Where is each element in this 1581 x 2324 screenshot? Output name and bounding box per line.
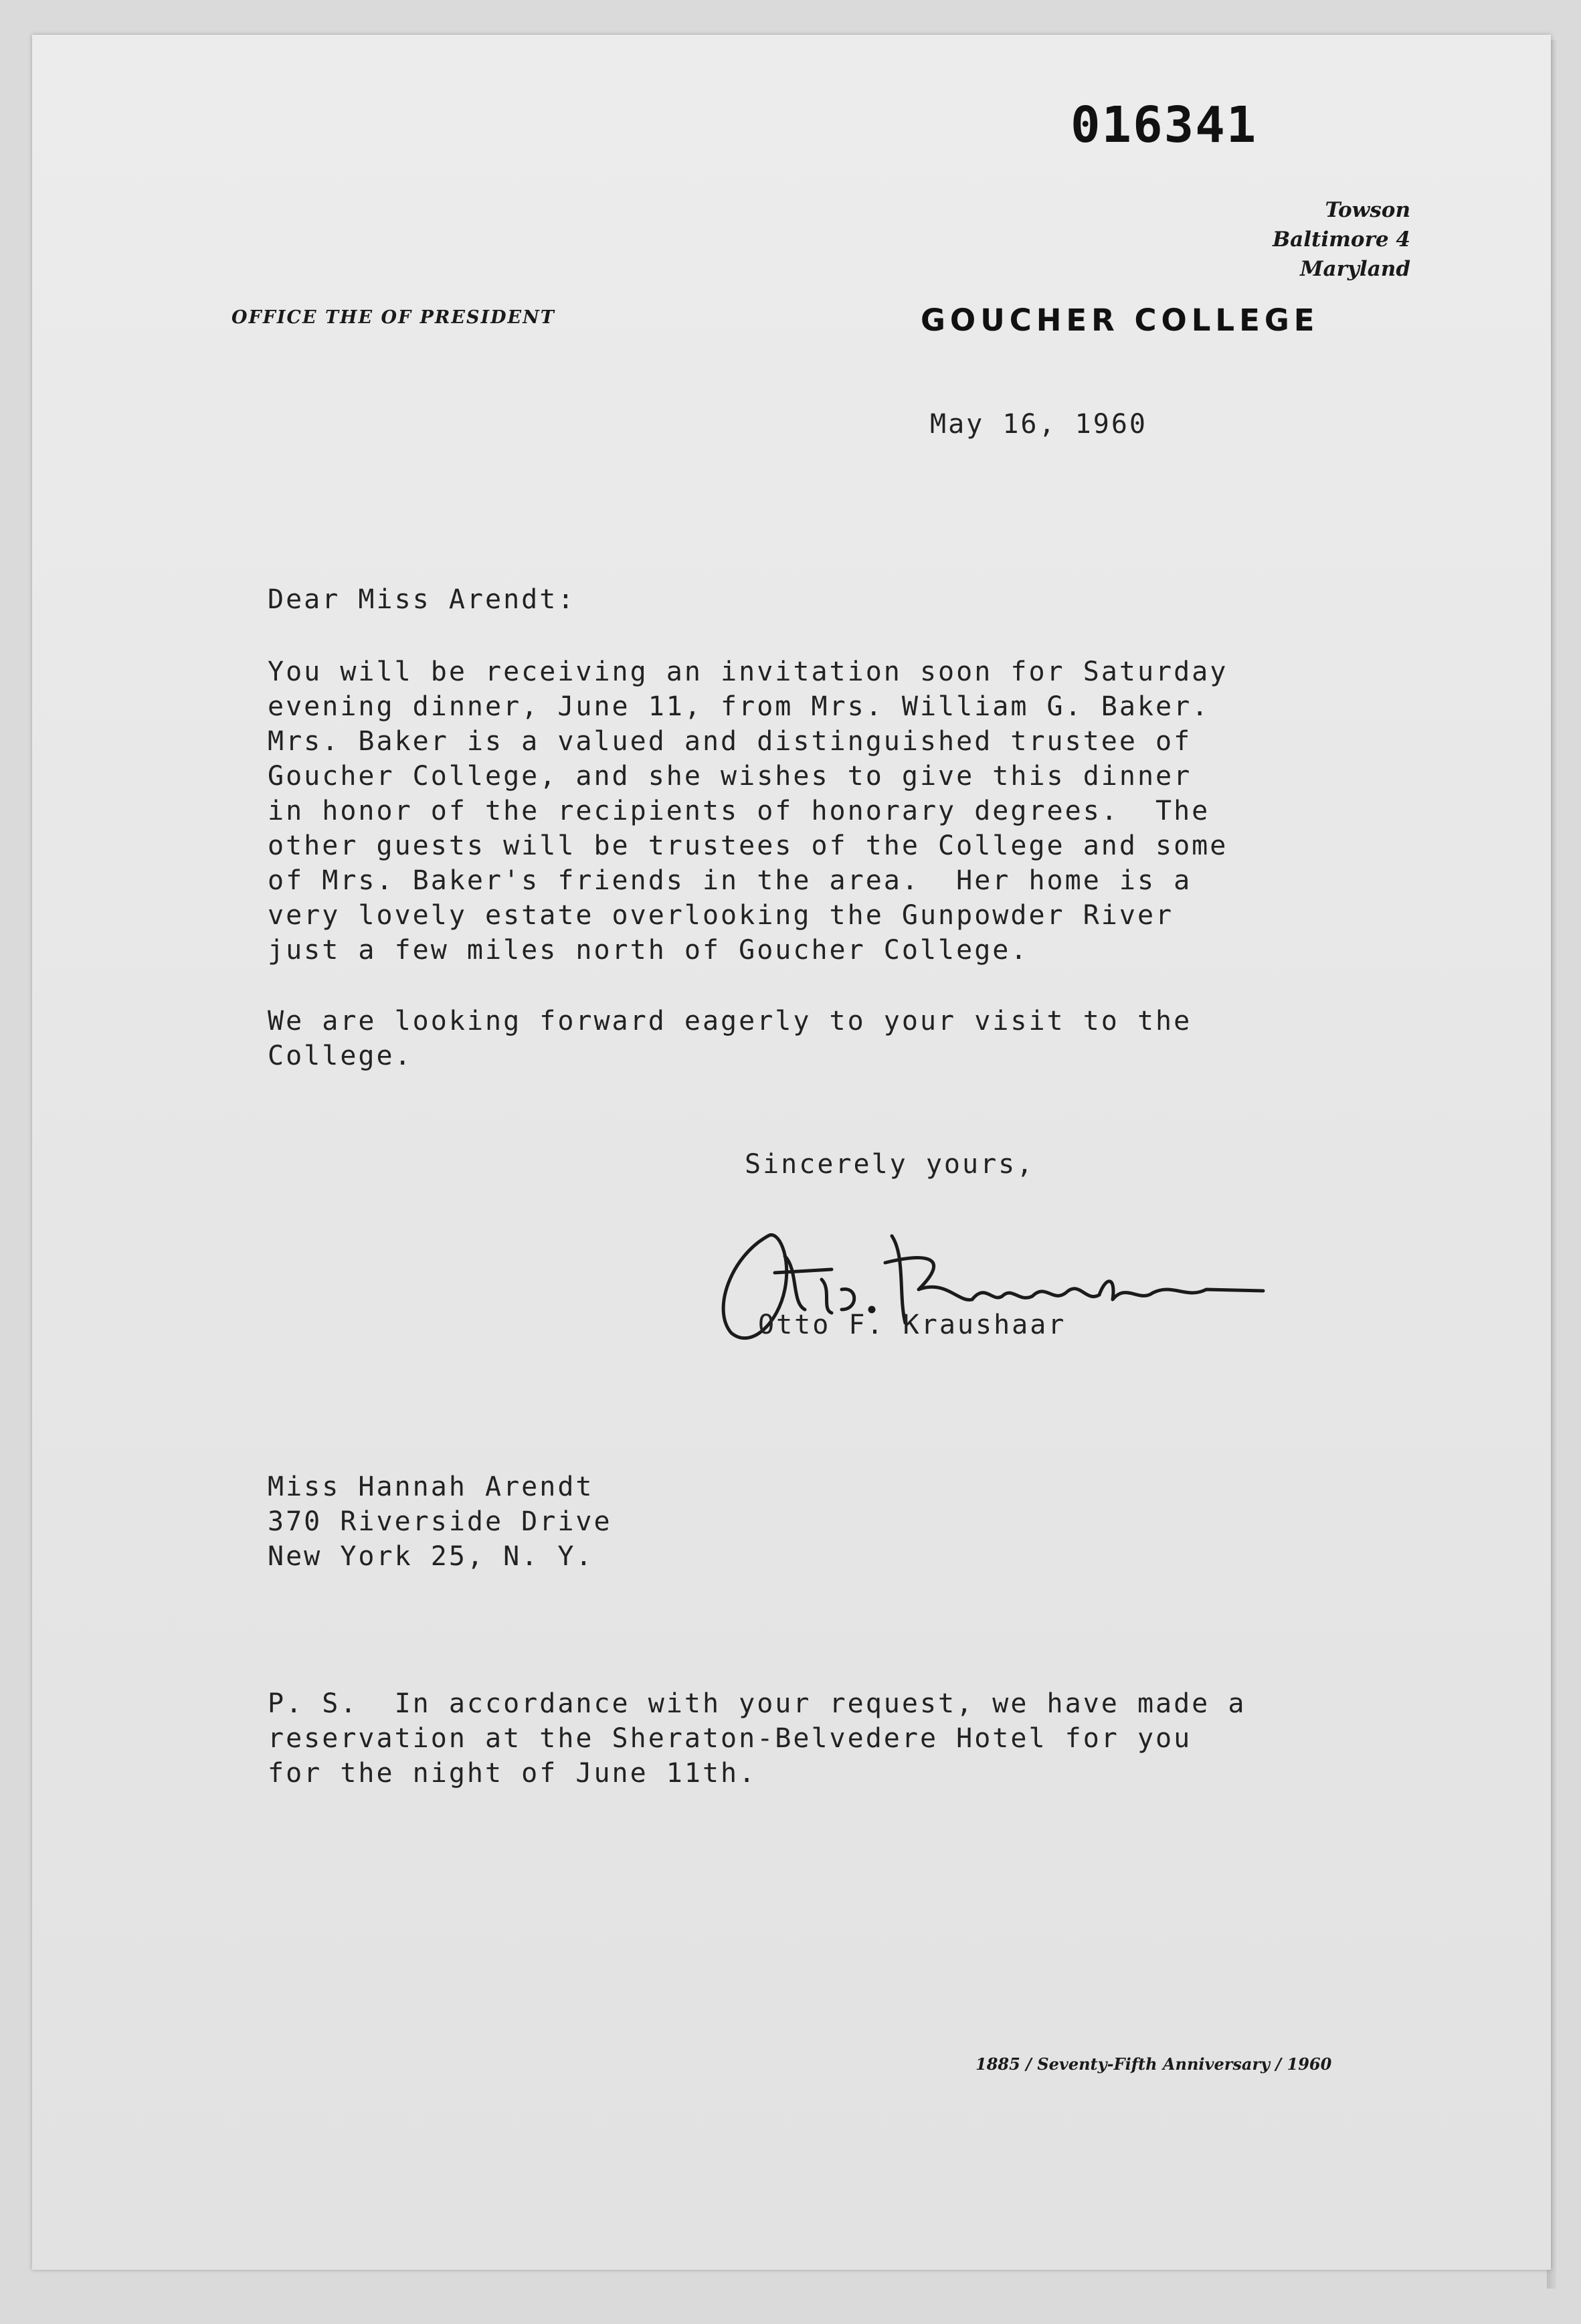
signature-name: Otto F. Kraushaar	[758, 1310, 1066, 1340]
archive-number: 016341	[1071, 96, 1258, 154]
institution-name: GOUCHER COLLEGE	[921, 302, 1319, 338]
office-heading: OFFICE THE OF PRESIDENT	[231, 307, 555, 328]
letter-date: May 16, 1960	[930, 409, 1147, 440]
anniversary-footer: 1885 / Seventy-Fifth Anniversary / 1960	[975, 2054, 1332, 2074]
recipient-city: New York 25, N. Y.	[268, 1541, 594, 1572]
address-line-state: Maryland	[1300, 257, 1410, 281]
recipient-name: Miss Hannah Arendt	[268, 1471, 594, 1502]
letterhead-address	[1143, 195, 1410, 284]
closing: Sincerely yours,	[745, 1149, 1035, 1180]
address-line-city: Baltimore 4	[1272, 228, 1410, 252]
body-paragraph-1: You will be receiving an invitation soon for Saturday evening dinner, June 11, from Mrs. William G. Baker. Mrs. Baker is a valued and distinguished trustee of Goucher College, and she wishes to give this dinner in honor of the recipients of honorary degrees. The other guests will be trustees of the College and some of Mrs. Baker's friends in the area. Her home is a very lovely estate overlooking the Gunpowder River just a few miles north of Goucher College.	[268, 656, 1228, 966]
salutation: Dear Miss Arendt:	[268, 584, 576, 615]
address-line-town: Towson	[1325, 198, 1410, 222]
body-paragraph-2: We are looking forward eagerly to your visit to the College.	[268, 1006, 1192, 1071]
recipient-address	[268, 1469, 612, 1574]
letter-sheet	[32, 35, 1551, 2270]
postscript: P. S. In accordance with your request, we have made a reservation at the Sheraton-Belvedere Hotel for you for the night of June 11th.	[268, 1688, 1246, 1789]
recipient-street: 370 Riverside Drive	[268, 1506, 612, 1537]
